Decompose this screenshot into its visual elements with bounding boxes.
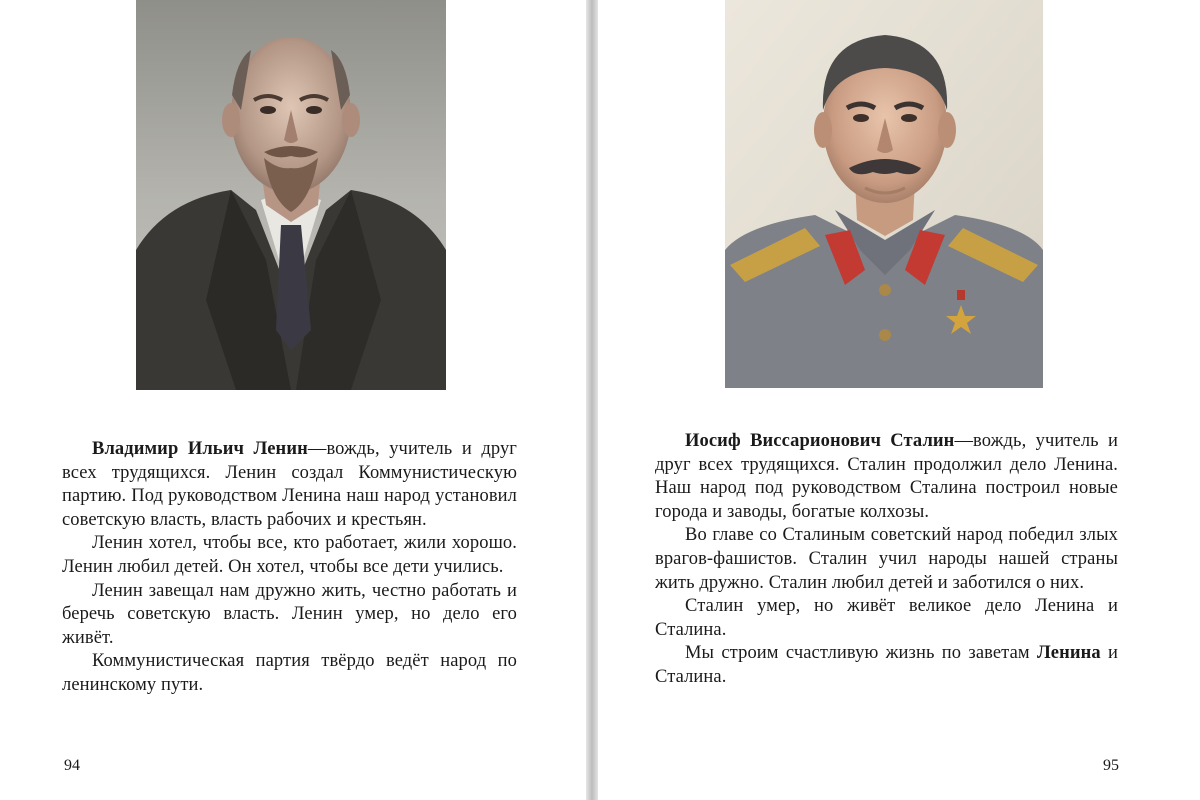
paragraph: Во главе со Сталиным советский народ победил злых врагов-фашистов. Сталин учил народы нашей страны жить дружно. Сталин любил детей и заботился о них.: [655, 525, 1118, 593]
right-page-text: [655, 430, 1118, 690]
lenin-portrait-image: [136, 0, 446, 390]
page-number: 94: [64, 757, 80, 774]
lenin-name-bold: Ленина: [1037, 643, 1101, 664]
stalin-name: Иосиф Виссарионович Сталин: [685, 431, 955, 451]
book-gutter: [586, 0, 598, 800]
stalin-portrait-image: [725, 0, 1043, 388]
left-page-text: [62, 438, 517, 698]
paragraph-text: —вождь, учитель и друг всех трудящихся. Ленин создал Коммунистическую партию. Под руководством Ленина наш народ установил советскую власть, власть рабочих и крестьян.: [62, 439, 517, 530]
stalin-portrait: [725, 0, 1043, 388]
paragraph: Коммунистическая партия твёрдо ведёт народ по ленинскому пути.: [62, 651, 517, 695]
paragraph: [655, 430, 1118, 524]
lenin-name: Владимир Ильич Ленин: [92, 439, 308, 459]
paragraph: [62, 438, 517, 532]
paragraph-text: и Сталина.: [655, 643, 1118, 687]
paragraph: Сталин умер, но живёт великое дело Ленина и Сталина.: [655, 596, 1118, 640]
paragraph-text: —вождь, учитель и друг всех трудящихся. Сталин продолжил дело Ленина. Наш народ под руководством Сталина построил новые города и заводы, богатые колхозы.: [655, 431, 1118, 522]
left-page: [0, 0, 586, 800]
paragraph: [655, 642, 1118, 689]
page-number: 95: [1103, 757, 1119, 774]
lenin-portrait: [136, 0, 446, 390]
right-page: [598, 0, 1200, 800]
paragraph-text: Мы строим счастливую жизнь по заветам: [685, 643, 1037, 664]
paragraph: Ленин завещал нам дружно жить, честно работать и беречь советскую власть. Ленин умер, но дело его живёт.: [62, 580, 517, 648]
paragraph: Ленин хотел, чтобы все, кто работает, жили хорошо. Ленин любил детей. Он хотел, чтобы все дети учились.: [62, 533, 517, 577]
